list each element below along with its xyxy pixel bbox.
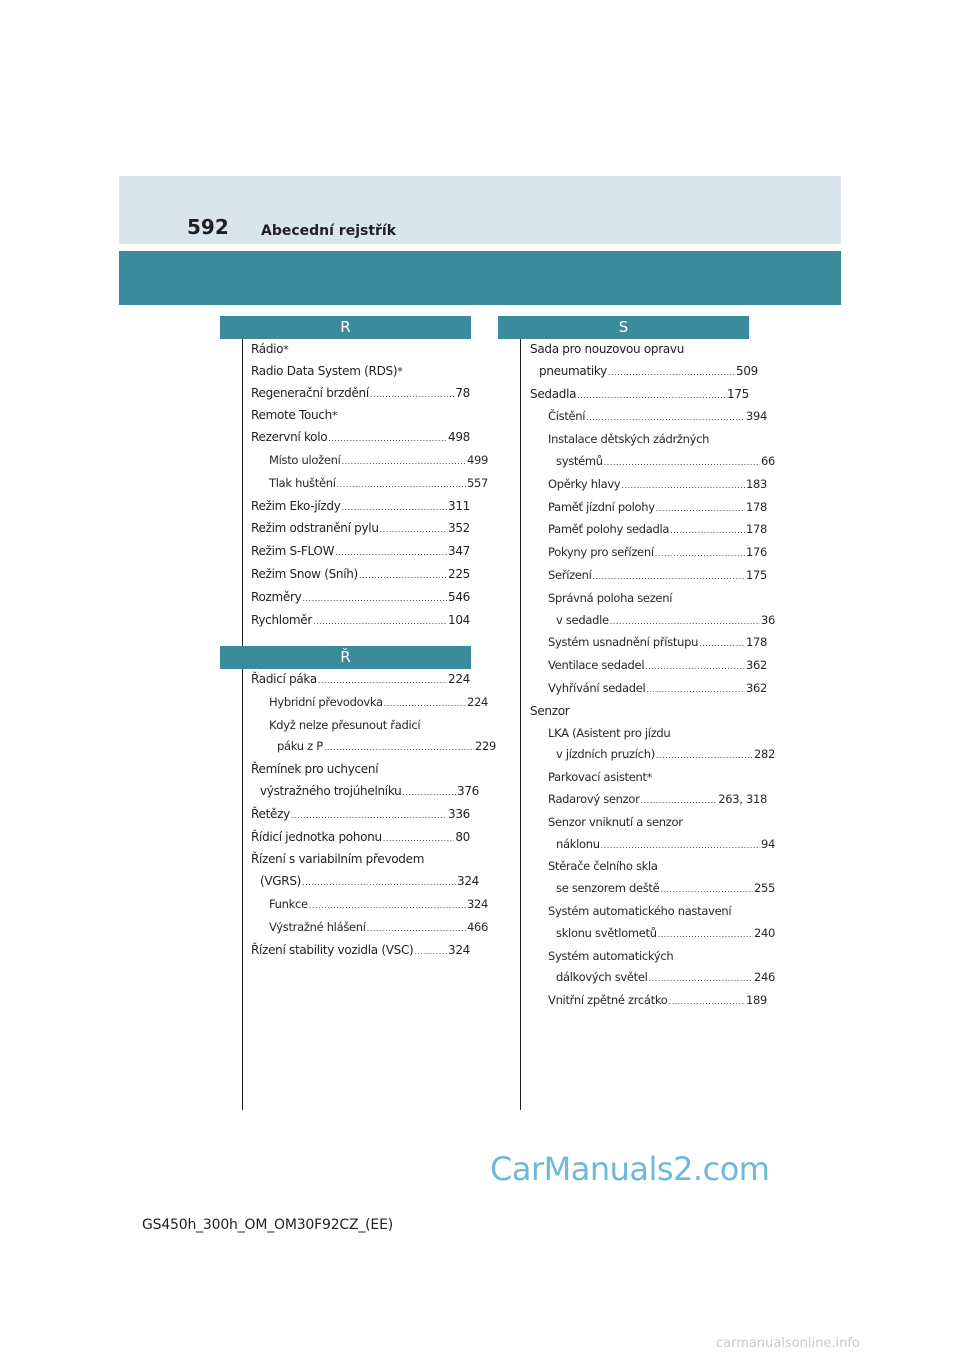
- page-reference: 94: [760, 836, 775, 851]
- index-entry: Rádio *: [251, 339, 470, 361]
- column-divider-left: [242, 338, 243, 1110]
- entry-label: Regenerační brzdění: [251, 385, 369, 400]
- index-entry: [251, 518, 470, 541]
- entry-label: Řetězy: [251, 806, 290, 821]
- index-entry: [530, 946, 767, 968]
- index-entry: [530, 967, 775, 990]
- index-entry: [251, 804, 470, 827]
- leader-dots: [380, 519, 447, 541]
- entry-label: náklonu: [556, 836, 600, 851]
- page-reference: 499: [466, 452, 488, 467]
- page-reference: 362: [745, 658, 767, 673]
- index-column-s: [530, 339, 775, 1013]
- leader-dots: [302, 588, 447, 610]
- entry-label: Čistění: [548, 409, 586, 424]
- index-entry: [251, 917, 488, 940]
- page-reference: 466: [466, 919, 488, 934]
- leader-dots: [359, 565, 447, 587]
- leader-dots: [414, 941, 447, 963]
- entry-label: Parkovací asistent: [548, 770, 647, 785]
- leader-dots: [669, 991, 745, 1013]
- index-entry: [251, 894, 488, 917]
- index-entry: [251, 610, 470, 633]
- leader-dots: [586, 407, 745, 429]
- entry-label: páku z P: [277, 739, 323, 754]
- page-reference: 311: [447, 498, 470, 513]
- leader-dots: [337, 474, 466, 496]
- page-reference: 557: [466, 475, 488, 490]
- leader-dots: [621, 475, 745, 497]
- entry-label: Radio Data System (RDS): [251, 363, 398, 378]
- entry-label: Opěrky hlavy: [548, 476, 621, 491]
- index-entry: [530, 655, 767, 678]
- index-entry: [530, 519, 767, 542]
- index-entry: [251, 736, 496, 759]
- index-entry: [251, 827, 470, 850]
- entry-label: Správná poloha sezení: [548, 590, 673, 605]
- entry-label: Tlak huštění: [269, 475, 336, 490]
- index-entry: Parkovací asistent *: [530, 767, 767, 789]
- leader-dots: [335, 542, 447, 564]
- entry-label: Funkce: [269, 896, 308, 911]
- page-reference: 240: [753, 925, 775, 940]
- entry-label: Remote Touch: [251, 408, 332, 423]
- page-reference: 362: [745, 680, 767, 695]
- page-reference: 246: [753, 970, 775, 985]
- entry-label: systémů: [556, 453, 603, 468]
- index-entry: [251, 669, 470, 692]
- page-reference: 229: [474, 739, 496, 754]
- page-reference: 376: [456, 783, 479, 798]
- entry-label: Režim odstranění pylu: [251, 521, 379, 536]
- entry-label: Režim S-FLOW: [251, 544, 335, 559]
- index-entry: [251, 871, 479, 894]
- entry-label: pneumatiky: [539, 363, 607, 378]
- page-reference: 178: [745, 499, 767, 514]
- index-entry: [251, 692, 488, 715]
- page-reference: 324: [466, 896, 488, 911]
- leader-dots: [645, 656, 745, 678]
- page-reference: 324: [456, 874, 479, 889]
- leader-dots: [655, 543, 745, 565]
- entry-label: Rozměry: [251, 589, 302, 604]
- page-reference: 498: [447, 430, 470, 445]
- page-reference: 282: [753, 747, 775, 762]
- entry-label: Rezervní kolo: [251, 430, 328, 445]
- page-reference: 36: [760, 612, 775, 627]
- leader-dots: [384, 693, 466, 715]
- entry-label: Paměť polohy sedadla: [548, 522, 670, 537]
- index-entry: [530, 856, 767, 878]
- page-reference: 225: [447, 566, 470, 581]
- index-column-r: [251, 339, 488, 632]
- leader-dots: [309, 895, 466, 917]
- entry-label: Senzor vniknutí a senzor: [548, 814, 683, 829]
- index-entry: [251, 427, 470, 450]
- entry-label: Hybridní převodovka: [269, 694, 383, 709]
- leader-dots: [608, 362, 735, 384]
- index-entry: [530, 497, 767, 520]
- index-entry: [530, 789, 767, 812]
- leader-dots: [593, 566, 745, 588]
- entry-label: Instalace dětských zádržných: [548, 432, 710, 447]
- page-number: 592: [187, 215, 229, 239]
- page-reference: 175: [745, 567, 767, 582]
- entry-label: Stěrače čelního skla: [548, 859, 658, 874]
- entry-label: Radarový senzor: [548, 791, 640, 806]
- index-entry: [530, 901, 767, 923]
- index-entry: [251, 940, 470, 963]
- entry-label: Systém automatických: [548, 948, 674, 963]
- page-reference: 336: [447, 806, 470, 821]
- entry-label: sklonu světlometů: [556, 925, 657, 940]
- index-entry: [251, 715, 488, 737]
- leader-dots: [604, 452, 760, 474]
- entry-label: Systém usnadnění přístupu: [548, 635, 699, 650]
- leader-dots: [656, 498, 745, 520]
- index-entry: [530, 632, 767, 655]
- entry-label: Rychloměr: [251, 612, 312, 627]
- index-entry: [530, 610, 775, 633]
- page-reference: 263, 318: [718, 791, 767, 806]
- entry-label: Řízení stability vozidla (VSC): [251, 942, 414, 957]
- index-entry: [530, 588, 767, 610]
- letter-header-r: R: [220, 316, 471, 339]
- index-entry: [251, 541, 470, 564]
- leader-dots: [324, 737, 474, 759]
- page-reference: 80: [455, 829, 470, 844]
- index-entry: [251, 450, 488, 473]
- leader-dots: [313, 611, 447, 633]
- leader-dots: [302, 872, 456, 894]
- index-entry: [251, 781, 479, 804]
- index-entry: [530, 406, 767, 429]
- page-reference: 176: [745, 545, 767, 560]
- leader-dots: [601, 835, 760, 857]
- entry-label: Sada pro nouzovou opravu: [530, 342, 685, 356]
- index-entry: Radio Data System (RDS) *: [251, 361, 470, 383]
- page-reference: 66: [760, 453, 775, 468]
- title-band: [119, 251, 841, 305]
- page-reference: 183: [745, 476, 767, 491]
- leader-dots: [649, 968, 753, 990]
- index-entry: [530, 923, 775, 946]
- entry-label: Pokyny pro seřízení: [548, 545, 654, 560]
- entry-label: v jízdních pruzích): [556, 747, 655, 762]
- entry-label: Ventilace sedadel: [548, 658, 645, 673]
- entry-label: Řemínek pro uchycení: [251, 762, 379, 777]
- index-entry: [251, 564, 470, 587]
- leader-dots: [660, 879, 753, 901]
- leader-dots: [342, 451, 466, 473]
- index-entry: [530, 744, 775, 767]
- page-reference: 178: [745, 635, 767, 650]
- page-reference: 178: [745, 522, 767, 537]
- leader-dots: [328, 428, 447, 450]
- leader-dots: [577, 385, 726, 407]
- index-entry: [530, 429, 767, 451]
- index-entry: [251, 849, 470, 871]
- index-entry: [530, 990, 767, 1013]
- entry-label: v sedadle: [556, 612, 609, 627]
- entry-label: se senzorem deště: [556, 881, 660, 896]
- index-entry: [530, 812, 767, 834]
- index-entry: [251, 383, 470, 406]
- leader-dots: [370, 384, 454, 406]
- watermark-logo[interactable]: CarManuals2.com: [490, 1150, 770, 1188]
- entry-label: Systém automatického nastavení: [548, 903, 732, 918]
- leader-dots: [641, 790, 718, 812]
- page-reference: 509: [735, 363, 758, 378]
- index-entry: [530, 723, 767, 745]
- page-reference: 352: [447, 521, 470, 536]
- leader-dots: [291, 805, 447, 827]
- leader-dots: [367, 918, 466, 940]
- document-code: GS450h_300h_OM_OM30F92CZ_(EE): [142, 1217, 393, 1233]
- page-reference: 78: [455, 385, 470, 400]
- page-reference: 175: [726, 386, 749, 401]
- entry-label: Vnitřní zpětné zrcátko: [548, 993, 668, 1008]
- entry-label: Seřízení: [548, 567, 592, 582]
- entry-label: Výstražné hlášení: [269, 919, 366, 934]
- entry-label: Senzor: [530, 703, 570, 718]
- leader-dots: [646, 679, 744, 701]
- leader-dots: [658, 924, 753, 946]
- index-entry: [530, 339, 749, 361]
- index-entry: [530, 878, 775, 901]
- index-entry: [530, 451, 775, 474]
- leader-dots: [402, 782, 456, 804]
- entry-label: Vyhřívání sedadel: [548, 680, 646, 695]
- page-reference: 104: [447, 612, 470, 627]
- leader-dots: [610, 611, 760, 633]
- watermark-footer[interactable]: carmanualsonline.info: [716, 1336, 860, 1351]
- index-entry: [530, 565, 767, 588]
- index-entry: [251, 587, 470, 610]
- index-entry: Remote Touch *: [251, 405, 470, 427]
- index-entry: [251, 759, 470, 781]
- page-reference: 347: [447, 544, 470, 559]
- index-entry: [530, 384, 749, 407]
- entry-label: Režim Snow (Sníh): [251, 566, 358, 581]
- index-entry: [530, 361, 758, 384]
- entry-label: Řadicí páka: [251, 672, 317, 686]
- section-title: Abecední rejstřík: [261, 223, 397, 239]
- leader-dots: [383, 828, 455, 850]
- page-reference: 255: [753, 881, 775, 896]
- leader-dots: [342, 497, 447, 519]
- entry-label: Řídicí jednotka pohonu: [251, 829, 382, 844]
- page-reference: 546: [447, 589, 470, 604]
- entry-label: Když nelze přesunout řadicí: [269, 717, 421, 732]
- page-reference: 394: [745, 409, 767, 424]
- index-entry: [530, 474, 767, 497]
- entry-label: LKA (Asistent pro jízdu: [548, 725, 671, 740]
- index-entry: [530, 678, 767, 701]
- entry-label: Řízení s variabilním převodem: [251, 852, 425, 867]
- index-entry: [251, 473, 488, 496]
- entry-label: Rádio: [251, 342, 284, 356]
- index-column-r-caron: [251, 669, 496, 962]
- page-reference: 224: [466, 694, 488, 709]
- entry-label: Režim Eko-jízdy: [251, 498, 341, 513]
- entry-label: Místo uložení: [269, 452, 341, 467]
- letter-header-r-caron: Ř: [220, 646, 471, 669]
- leader-dots: [699, 633, 745, 655]
- entry-label: (VGRS): [260, 874, 302, 889]
- leader-dots: [318, 670, 447, 692]
- entry-label: výstražného trojúhelníku: [260, 783, 402, 798]
- index-entry: [530, 701, 749, 723]
- entry-label: dálkových světel: [556, 970, 648, 985]
- entry-label: Paměť jízdní polohy: [548, 499, 655, 514]
- page-reference: 324: [447, 942, 470, 957]
- index-entry: [530, 542, 767, 565]
- index-entry: [530, 834, 775, 857]
- index-entry: [251, 496, 470, 519]
- page-reference: 189: [745, 993, 767, 1008]
- letter-header-s: S: [498, 316, 749, 339]
- page-reference: 224: [447, 672, 470, 686]
- leader-dots: [656, 745, 753, 767]
- column-divider-right: [520, 338, 521, 1110]
- entry-label: Sedadla: [530, 386, 577, 401]
- leader-dots: [670, 520, 745, 542]
